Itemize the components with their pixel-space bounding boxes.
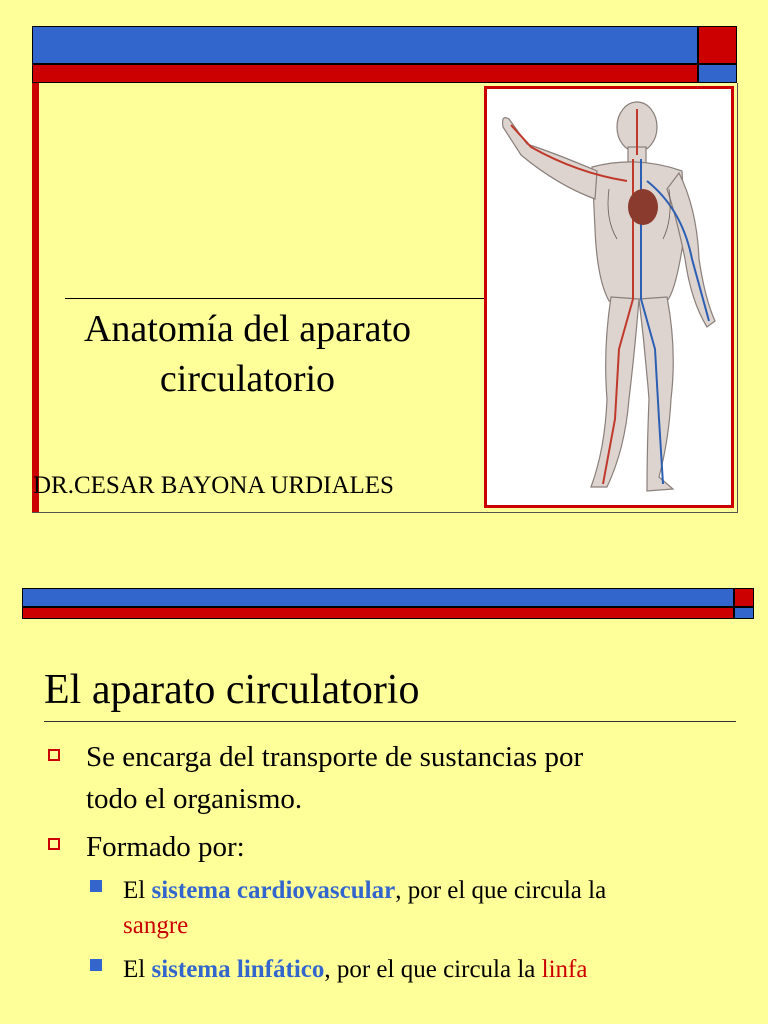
slide-title bbox=[40, 304, 455, 404]
bullet-1-text bbox=[86, 736, 726, 820]
slide2-heading: El aparato circulatorio bbox=[44, 667, 420, 713]
slide-right-border bbox=[737, 83, 738, 513]
sub-bullet-1-keyword: sistema cardiovascular bbox=[151, 877, 396, 904]
sub-bullet-1-middle: , por el que circula la bbox=[395, 877, 607, 904]
sub-bullet-1-end: sangre bbox=[123, 912, 189, 939]
slide2-header-red-square bbox=[734, 588, 754, 607]
sub-bullet-2-prefix: El bbox=[123, 956, 152, 983]
circulatory-figure-image bbox=[484, 86, 734, 508]
bullet-1-line-2: todo el organismo. bbox=[86, 783, 303, 815]
header-red-bar bbox=[32, 64, 698, 83]
sub-bullet-1-text bbox=[123, 873, 743, 943]
sub-bullet-square-icon bbox=[90, 959, 102, 971]
slide2-header-blue-square bbox=[734, 607, 754, 619]
sub-bullet-square-icon bbox=[90, 880, 102, 892]
sub-bullet-2-end: linfa bbox=[541, 956, 588, 983]
bullet-2-text: Formado por: bbox=[86, 831, 245, 863]
slide2-header-red-bar bbox=[22, 607, 734, 619]
slide-title-line-1: Anatomía del aparato bbox=[83, 308, 412, 350]
human-circulatory-system-icon bbox=[487, 89, 731, 505]
bullet-1-line-1: Se encarga del transporte de sustancias por bbox=[86, 741, 584, 773]
slide2-header-blue-bar bbox=[22, 588, 734, 607]
slide2-heading-rule bbox=[44, 721, 736, 722]
sub-bullet-1-prefix: El bbox=[123, 877, 152, 904]
slide-title-line-2: circulatorio bbox=[159, 358, 336, 400]
header-blue-bar bbox=[32, 26, 698, 64]
title-divider bbox=[65, 298, 485, 299]
slide-author: DR.CESAR BAYONA URDIALES bbox=[33, 472, 394, 499]
bullet-square-icon bbox=[48, 749, 60, 761]
sub-bullet-2-text bbox=[123, 952, 743, 987]
slide-left-border bbox=[32, 83, 39, 512]
slide-bottom-border bbox=[32, 512, 737, 513]
sub-bullet-2-middle: , por el que circula la bbox=[324, 956, 542, 983]
header-red-square bbox=[698, 26, 737, 64]
header-blue-square bbox=[698, 64, 737, 83]
bullet-square-icon bbox=[48, 838, 60, 850]
sub-bullet-2-keyword: sistema linfático bbox=[151, 956, 325, 983]
